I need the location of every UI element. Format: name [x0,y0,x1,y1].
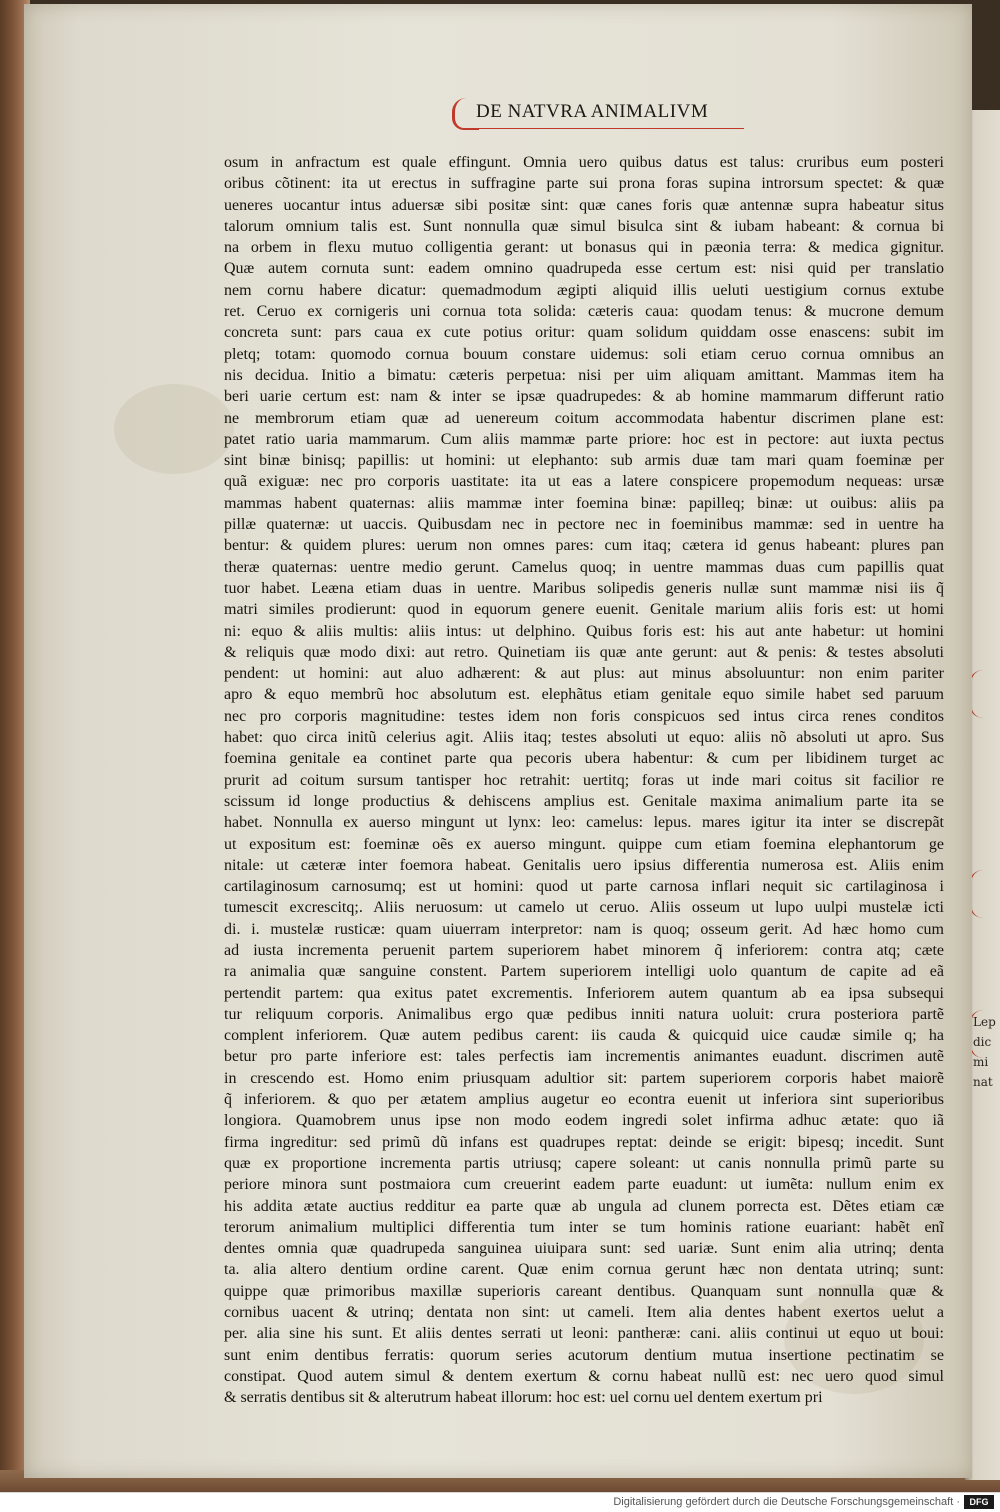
footer-bar [0,1492,1000,1512]
rubric-mark [969,870,993,918]
text-line: Quæ autem cornuta sunt: eadem omnino quadrupeda esse certum est: nisi quid per translatio [224,260,944,278]
margin-fragment: Lep [973,1015,996,1029]
text-line: scissum id longe productius & dehiscens amplius est. Genitale maxima animalium parte ita se [224,792,944,810]
text-line: nec pro corporis magnitudine: testes idem non foris conspicuos sed intus circa renes conditos [224,707,944,725]
text-line: prurit ad coitum sursum tantisper hoc retrahit: uertitq; foras ut inde mari coitus sit facilior re [224,771,944,789]
text-line: apro & equo membrũ hoc absolutum est. elephãtus etiam genitale equo simile habet sed paruum [224,686,944,704]
text-line: patet ratio uaria mammarum. Cum aliis mammæ parte priore: hoc est in pectore: aut iuxta pectus [224,430,944,448]
text-line: cartilaginosum carnosumq; est ut homini: quod ut parte carnosa inflari nequit sic cartilaginosa i [224,878,944,896]
text-line: quã exiguæ: nec pro corporis uastitate: ita ut eas a latere conspicere propemodum nequeas: ursæ [224,473,944,491]
text-line: pendent: ut homini: aut aluo adhærent: & aut plus: aut minus absoluuntur: non enim pariter [224,665,944,683]
text-line: osum in anfractum est quale effingunt. Omnia uero quibus datus est talus: cruribus eum posteri [224,154,944,171]
text-line: firma ingreditur: sed primũ dũ infans est quadrupes reptat: deinde se erigit: bipesq; incedit. Sunt [224,1133,944,1151]
text-line: ne membrorum etiam quæ ad uenereum coitum accommodata habentur discrimen plane est: [224,409,944,427]
text-line: mammas habent quaternas: aliis mammæ inter foemina binæ: papilleq; binæ: ut ouibus: aliis pa [224,494,944,512]
text-line: foemina genitale ea continet parte qua pecoris ubera habentur: & cum per libidinem turget ac [224,750,944,768]
text-line: betur pro parte inferiore est: tales perfectis iam incrementis animantes euadunt. discrimen autẽ [224,1048,944,1066]
text-line: sunt enim dentibus ferratis: quorum series acutorum dentium mutua insertione pectinatim se [224,1346,944,1364]
margin-fragment: nat [973,1075,993,1089]
text-line: pletq; totam: quomodo cornua bouum constare uidemus: soli etiam ceruo cornua omnibus an [224,345,944,363]
text-line: di. i. mustelæ rusticæ: quam uiuerram interpretor: nam is quoq; osseum gerit. Ad hæc homo cum [224,920,944,938]
text-line: quæ ex proportione incrementa partis utriusq; capere soleant: ut canis nonnulla primũ parte su [224,1154,944,1172]
text-line: ut expositum est: foeminæ oẽs ex auerso mingunt. quippe cum etiam foemina elephantorum ge [224,835,944,853]
text-line: tur reliquum corporis. Animalibus ergo quæ pedibus inniti natura uoluit: crura posteriora partẽ [224,1005,944,1023]
text-line: theræ quaternas: uentre medio gerunt. Camelus quoq; in uentre mammas duas cum papillis quat [224,558,944,576]
text-line: per. alia sine his sunt. Et aliis dentes serrati ut leoni: pantheræ: cani. aliis continui ut equo ut boui: [224,1325,944,1343]
text-line: quippe quæ primoribus maxillæ superioris careant dentibus. Quanquam sunt nonnulla quæ & [224,1282,944,1300]
text-line: bentur: & quidem plures: uerum non omnes pares: cum itaq; cætera id genus habeant: plures pan [224,537,944,555]
running-head-title: DE NATVRA ANIMALIVM [476,101,709,122]
text-line: ni: equo & aliis multis: aliis intus: ut delphino. Quibus foris est: his aut ante habetur: ut homini [224,622,944,640]
text-line: tumescit excrescitq;. Aliis neruosum: ut camelo ut ceruo. Aliis osseum ut lupo uulpi mustelæ icti [224,899,944,917]
paper-stain [114,384,234,474]
text-line: sint binæ binisq; papillis: ut homini: ut elephanto: sub armis duæ tam mari quam foeminæ per [224,452,944,470]
text-line: na orbem in flexu mutuo colligentia gerant: ut bonasus qui in pæonia terra: & medica gignitur. [224,239,944,257]
rubric-mark [969,670,993,718]
text-line: periore minora sunt postmaiora cum creuerint eadem parte euadunt: ut iumẽta: nullum enim ex [224,1176,944,1194]
text-line: pillæ quaternæ: ut uaccis. Quibusdam nec in pectore nec in foeminibus mammæ: sed in uentre ha [224,516,944,534]
text-line: concreta sunt: pars caua ex cute potius oritur: quam solidum quiddam osse enascens: subit im [224,324,944,342]
text-line: ta. alia altero dentium ordine carent. Quæ enim cornua gerunt hæc non dentata utrinq; sunt: [224,1261,944,1279]
text-line: matri similes prodierunt: quod in equorum genere euenit. Genitale marium aliis foris est: ut homi [224,601,944,619]
text-line: habet: quo circa initũ celerius agit. Aliis itaq; testes absoluti ut equo: aliis nõ absoluti ut apro. Sus [224,729,944,747]
text-line: nem cornu habere dicatur: quemadmodum ægipti aliquid illis ueluti uestigium cornus extube [224,281,944,299]
text-line: longiora. Quamobrem unus ipse non modo eodem ingredi solet infirma adhuc ætate: quo iã [224,1112,944,1130]
text-line: ra animalia quæ sanguine constent. Partem superiorem intelligi uolo quantum de capite ad eã [224,963,944,981]
text-line: complent inferiorem. Quæ autem pedibus carent: iis cauda & quicquid uice caudæ simile q; ha [224,1027,944,1045]
footer-credit: Digitalisierung gefördert durch die Deutsche Forschungsgemeinschaft · [613,1496,960,1508]
dfg-logo: DFG [964,1495,994,1509]
text-line: oribus cõtinent: ita ut erectus in suffragine parte sui prona foras supina introrsum spectet: & quæ [224,175,944,193]
text-block [224,152,944,1409]
margin-fragment: mi [973,1055,989,1069]
text-line: dentes omnia quæ quadrupeda sanguinea uiuipara sunt: sed uariæ. Sunt enim alia utrinq; denta [224,1240,944,1258]
text-line: beri uarie certum est: nam & inter se ipsæ quadrupedes: & ab homine mammarum differunt ratio [224,388,944,406]
margin-fragment: dic [973,1035,992,1049]
text-line: in crescendo est. Homo enim priusquam adultior sit: partem superiorem corporis habet maiorẽ [224,1069,944,1087]
running-head [452,98,752,132]
text-line: ad iusta incrementa peruenit partem superiorem habet minorem q̃ inferiorem: contra atq; cæte [224,941,944,959]
text-line: & reliquis quæ modo dixi: aut retro. Quinetiam iis quæ ante gerunt: aut & penis: & testes absoluti [224,643,944,661]
text-line: & serratis dentibus sit & alterutrum habeat illorum: hoc est: uel cornu uel dentem exertum pri [224,1389,823,1407]
text-line: constipat. Quod autem simul & dentem exertum & cornu habeat nullũ est: nec uero quod simul [224,1367,944,1385]
text-line: terorum animalium multiplici differentia tum inter se tum hominis ratione euariant: habẽt enĩ [224,1218,944,1236]
text-line: ueneres uocantur intus aduersæ sibi positæ sint: quæ canes foris quæ antennæ supra habeatur situs [224,196,944,214]
text-line: nis decidua. Initio a bimatu: cæteris perpetua: nisi per uim aliquam amittant. Mammas item ha [224,366,944,384]
rubric-bracket-icon [452,98,479,130]
text-line: his addita ætate auctius redditur ea parte quæ ab ungula ad clunem porrecta est. Dẽtes etiam cæ [224,1197,944,1215]
text-line: nitale: ut cæteræ inter foemora habeat. Genitalis uero ipsius differentia numerosa est. Aliis enim [224,856,944,874]
running-head-rule [474,128,744,129]
text-line: ret. Ceruo ex cornigeris uni cornua tota solida: cæteris caua: quodam tenus: & mucrone demum [224,303,944,321]
text-line: tuor habet. Leæna etiam duas in uentre. Maribus solipedis generis nullæ sunt mammæ nisi iis q̃ [224,579,944,597]
text-line: q̃ inferiorem. & quo per ætatem amplius augetur eo econtra euenit ut inferiora sint superioribus [224,1091,944,1109]
text-line: talorum omnium talis est. Sunt nonnulla quæ simul bisulca sint & iubam habeant: & cornua bi [224,217,944,235]
text-line: pertendit partem: qua exitus patet excrementis. Inferiorem autem quantum ab ea ipsa subsequi [224,984,944,1002]
text-line: habet. Nonnulla ex auerso mingunt ut lynx: leo: camelus: lepus. mares igitur ita inter se discrepãt [224,814,944,832]
text-line: cornibus uacent & utrinq; dentata non sint: ut cameli. Item alia dentes habent exertos uelut a [224,1304,944,1322]
